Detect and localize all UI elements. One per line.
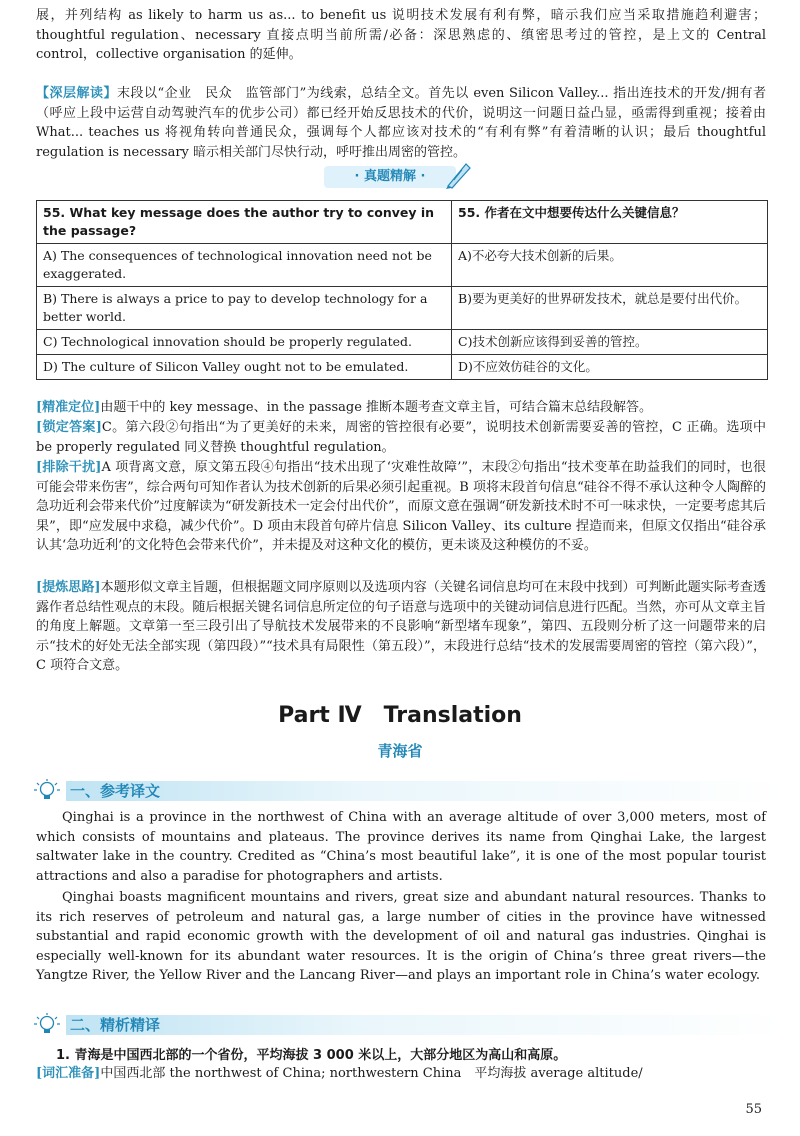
question-en: 55. What key message does the author try to convey in the passage?	[37, 201, 452, 244]
question-zh: 55. 作者在文中想要传达什么关键信息？	[452, 201, 768, 244]
option-c-en: C) Technological innovation should be properly regulated.	[37, 330, 452, 355]
option-row-c	[37, 330, 768, 355]
option-row-b	[37, 287, 768, 330]
question-row	[37, 201, 768, 244]
page-number: 55	[745, 1102, 762, 1117]
analysis-translation-title: 二、精析精译	[70, 1016, 161, 1034]
refine-paragraph: [提炼思路]本题形似文章主旨题，但根据题文同序原则以及选项内容（关键名词信息均可在末段中找到）可判断此题实际考查透露作者总结性观点的末段。随后根据关键名词信息所定位的句子语意与选项中的关键动词信息进行匹配。当然，亦可从文章主旨的角度上解题。文章第一至三段引出了导航技术发展带来的不良影响“新型堵车现象”，第四、五段则分析了这一问题带来的启示“技术的好处无法全部实现（第四段）”“技术具有局限性（第五段）”，末段进行总结“技术的发展需要周密的管控（第六段）”，C 项符合文意。	[36, 580, 766, 673]
option-a-zh: A)不必夸大技术创新的后果。	[452, 244, 768, 287]
sentence-1: 1. 青海是中国西北部的一个省份，平均海拔 3 000 米以上，大部分地区为高山和高原。	[56, 1048, 567, 1063]
exclude-paragraph: [排除干扰]A 项背离文意，原文第五段④句指出“技术出现了‘灾难性故障’”，末段②句指出“技术变革在助益我们的同时，也很可能会带来伤害”，综合两句可知作者认为技术创新的后果必须引起重视。B 项将末段首句信息“硅谷不得不承认这种令人陶醉的急功近利会带来代价”过度解读为“研发新技术一定会付出代价”，而原文意在强调“研发新技术时不可一味求快，一定要考虑其后果”，即“应发展中求稳，减少代价”。D 项由末段首句碎片信息 Silicon Valley、its culture 捏造而来，但原文仅指出“硅谷承认其‘急功近利’的文化特色会带来代价”，并未提及对这种文化的模仿，更未谈及这种模仿的不妥。	[36, 460, 766, 553]
vocab-paragraph: [词汇准备]中国西北部 the northwest of China; northwestern China 平均海拔 average altitude/	[36, 1066, 643, 1081]
option-a-en: A) The consequences of technological innovation need not be exaggerated.	[37, 244, 452, 287]
refine-tag: [提炼思路]	[36, 580, 101, 595]
lightbulb-icon	[32, 1012, 62, 1038]
translation-paragraph-1: Qinghai is a province in the northwest of China with an average altitude of over 3,000 meters, most of which consists of mountains and plateaus. The province derives its name from Qinghai Lake, the largest saltwater lake in the country. Credited as “China’s most beautiful lake”, it is one of the most popular tourist attractions and also a paradise for photographers and artists.	[36, 810, 766, 884]
pen-icon	[444, 160, 472, 190]
locate-tag: [精准定位]	[36, 400, 101, 415]
option-b-en: B) There is always a price to pay to develop technology for a better world.	[37, 287, 452, 330]
option-row-d	[37, 355, 768, 380]
question-table	[36, 200, 768, 380]
analysis-translation-header	[30, 1012, 770, 1036]
locate-paragraph: [精准定位]由题干中的 key message、in the passage 推断本题考查文章主旨，可结合篇末总结段解答。	[36, 400, 653, 415]
option-row-a	[37, 244, 768, 287]
reference-translation-title: 一、参考译文	[70, 782, 161, 800]
province-title: 青海省	[377, 742, 423, 760]
reference-translation-header	[30, 778, 770, 802]
translation-paragraph-2: Qinghai boasts magnificent mountains and rivers, great size and abundant natural resources. Thanks to its rich reserves of petroleum and natural gas, a large number of cities in the province have witnessed substantial and rapid economic growth with the development of oil and natural gas industries. Qinghai is especially well-known for its abundant water resources. It is the origin of China’s three great rivers—the Yangtze River, the Yellow River and the Lancang River—and plays an important role in China’s water ecology.	[36, 890, 766, 983]
option-b-zh: B)要为更美好的世界研发技术，就总是要付出代价。	[452, 287, 768, 330]
exclude-tag: [排除干扰]	[36, 460, 102, 475]
vocab-tag: [词汇准备]	[36, 1066, 101, 1081]
answer-tag: [锁定答案]	[36, 420, 102, 435]
deep-reading-tag: 【深层解读】	[36, 86, 117, 101]
answer-paragraph: [锁定答案]C。第六段②句指出“为了更美好的未来，周密的管控很有必要”，说明技术创新需要妥善的管控，C 正确。选项中 be properly regulated 同义替换 thoughtful regulation。	[36, 420, 766, 455]
part-title: Part Ⅳ Translation	[278, 703, 522, 728]
option-c-zh: C)技术创新应该得到妥善的管控。	[452, 330, 768, 355]
lightbulb-icon	[32, 778, 62, 804]
exam-analysis-banner: · 真题精解 ·	[324, 166, 456, 188]
option-d-zh: D)不应效仿硅谷的文化。	[452, 355, 768, 380]
intro-paragraph: 展，并列结构 as likely to harm us as... to benefit us 说明技术发展有利有弊，暗示我们应当采取措施趋利避害；thoughtful regulation、necessary 直接点明当前所需/必备：深思熟虑的、缜密思考过的管控，是上文的 Central control，collective organisation 的延伸。	[36, 8, 766, 62]
deep-reading-paragraph: 【深层解读】末段以“企业 民众 监管部门”为线索，总结全文。首先以 even Silicon Valley... 指出连技术的开发/拥有者（呼应上段中运营自动驾驶汽车的优步公司）都已经开始反思技术的代价，说明这一问题日益凸显，亟需得到重视；接着由 What... teaches us 将视角转向普通民众，强调每个人都应该对技术的“有利有弊”有着清晰的认识；最后 thoughtful regulation is necessary 暗示相关部门尽快行动，呼吁推出周密的管控。	[36, 86, 766, 160]
option-d-en: D) The culture of Silicon Valley ought not to be emulated.	[37, 355, 452, 380]
